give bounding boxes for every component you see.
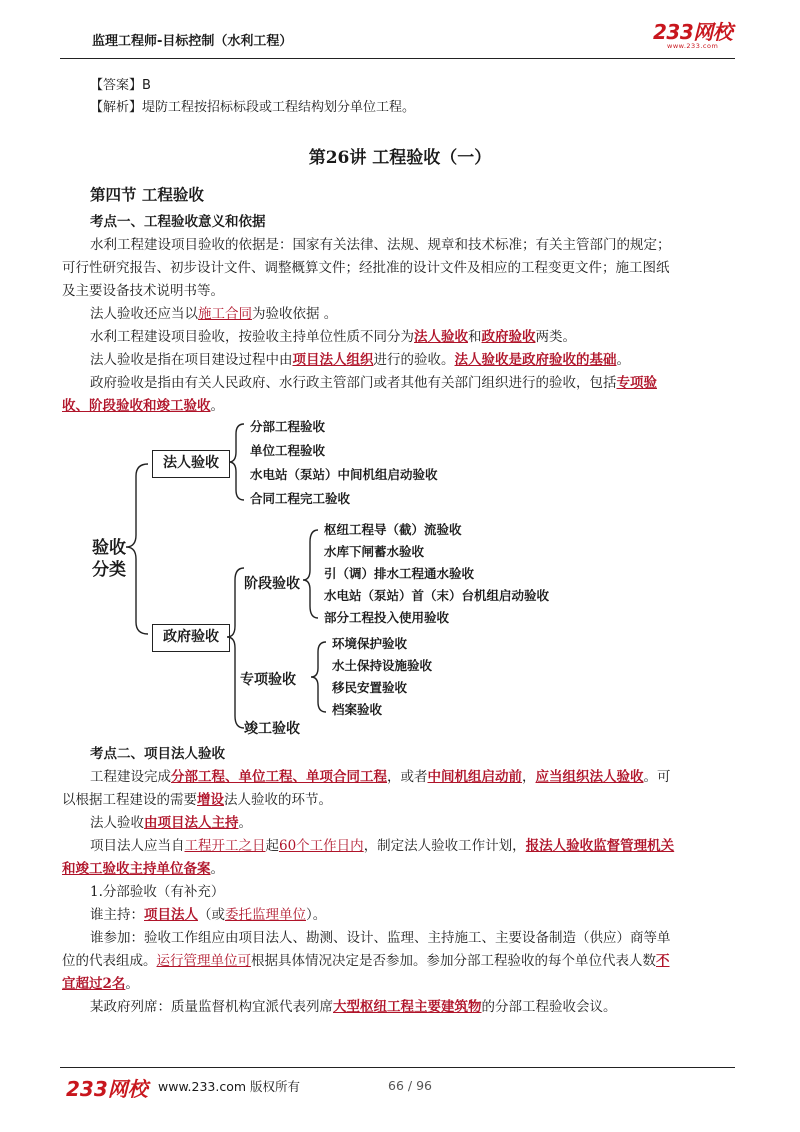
text-run: 为验收依据 。 [252, 306, 338, 322]
text-run: 。 [616, 352, 630, 368]
highlight: 委托监理单位 [225, 907, 306, 923]
paragraph [62, 973, 139, 996]
paragraph: 及主要设备技术说明书等。 [62, 283, 224, 299]
footer-rule [60, 1067, 735, 1068]
paragraph [90, 766, 671, 789]
highlight: 报法人验收监督管理机关 [525, 838, 675, 854]
text-run: 政府验收是指由有关人民政府、水行政主管部门或者其他有关部门组织进行的验收，包括 [90, 375, 617, 391]
paragraph [90, 835, 674, 858]
root-label-1: 验收 [92, 538, 126, 558]
diagram-leaf-item: 水土保持设施验收 [332, 658, 433, 673]
subheading: 1.分部验收（有补充） [90, 884, 225, 900]
text-run: ）。 [306, 907, 327, 923]
text-run: 。 [238, 815, 252, 831]
header-title: 监理工程师-目标控制（水利工程） [92, 34, 293, 49]
diagram-leaf-item: 单位工程验收 [250, 443, 326, 458]
text-run: 起 [265, 838, 279, 854]
diagram-leaf-item: 水电站（泵站）中间机组启动验收 [250, 467, 438, 482]
gov-acceptance-box: 政府验收 [152, 624, 230, 652]
text-run: 谁主持： [90, 907, 144, 923]
paragraph: 水利工程建设项目验收的依据是：国家有关法律、法规、规章和技术标准；有关主管部门的规定； [90, 237, 671, 253]
highlight: 法人验收是政府验收的基础 [454, 352, 617, 368]
text-run: 水利工程建设项目验收，按验收主持单位性质不同分为 [90, 329, 414, 345]
diagram-leaf-item: 分部工程验收 [250, 419, 326, 434]
highlight: 项目法人 [144, 907, 198, 923]
text-run: 。 [125, 976, 139, 992]
text-run: 的分部工程验收会议。 [481, 999, 617, 1015]
text-run: （或 [198, 907, 225, 923]
answer-line: 【答案】B [90, 78, 151, 93]
highlight: 宜超过2名 [62, 976, 126, 992]
text-run: 进行的验收。 [373, 352, 455, 368]
highlight: 不 [656, 953, 670, 969]
diagram-leaf-item: 环境保护验收 [332, 636, 408, 651]
highlight: 由项目法人主持 [144, 815, 239, 831]
point1-title: 考点一、工程验收意义和依据 [90, 214, 266, 230]
highlight: 和竣工验收主持单位备案 [62, 861, 211, 877]
highlight: 专项验 [616, 375, 657, 391]
paragraph [62, 858, 224, 881]
special-acceptance-label: 专项验收 [240, 672, 296, 688]
stage-acceptance-label: 阶段验收 [244, 576, 300, 592]
point2-title: 考点二、项目法人验收 [90, 746, 225, 762]
highlight: 工程开工之日 [184, 838, 266, 854]
text-run: 项目法人应当自 [90, 838, 185, 854]
diagram-leaf-item: 部分工程投入使用验收 [324, 610, 450, 625]
paragraph [62, 950, 670, 973]
paragraph [90, 996, 617, 1019]
chapter-heading: 第四节 工程验收 [90, 186, 204, 204]
final-acceptance-label: 竣工验收 [244, 721, 300, 737]
highlight: 分部工程、单位工程、单项合同工程 [171, 769, 387, 785]
analysis-line: 【解析】堤防工程按招标标段或工程结构划分单位工程。 [90, 100, 416, 115]
highlight: 大型枢纽工程主要建筑物 [333, 999, 482, 1015]
paragraph: 可行性研究报告、初步设计文件、调整概算文件；经批准的设计文件及相应的工程变更文件；施工图纸 [62, 260, 670, 276]
text-run: 位的代表组成。 [62, 953, 157, 969]
text-run: 。 [210, 398, 224, 414]
highlight: 收、阶段验收和竣工验收 [62, 398, 211, 414]
highlight: 项目法人组织 [292, 352, 374, 368]
text-run: 以根据工程建设的需要 [62, 792, 197, 808]
logo-url: www.233.com [667, 42, 719, 50]
text-run: 法人验收是指在项目建设过程中由 [90, 352, 293, 368]
text-run: 法人验收还应当以 [90, 306, 198, 322]
footer-logo: 233网校 [66, 1077, 148, 1101]
highlight: 运行管理单位可 [156, 953, 251, 969]
text-run: 某政府列席：质量监督机构宜派代表列席 [90, 999, 333, 1015]
diagram-leaf-item: 枢纽工程导（截）流验收 [324, 522, 462, 537]
text-run: ， [522, 769, 536, 785]
paragraph [90, 904, 326, 927]
highlight: 60个工作日内 [279, 838, 364, 854]
text-run: 法人验收的环节。 [224, 792, 332, 808]
highlight: 法人验收 [414, 329, 468, 345]
text-run: 法人验收 [90, 815, 144, 831]
paragraph [62, 789, 332, 812]
text-run: 根据具体情况决定是否参加。参加分部工程验收的每个单位代表人数 [251, 953, 656, 969]
page-number: 66 / 96 [388, 1078, 432, 1093]
highlight: 政府验收 [481, 329, 536, 345]
highlight: 中间机组启动前 [427, 769, 522, 785]
logo-text: 233网校 [653, 20, 733, 44]
text-run: 和 [468, 329, 482, 345]
diagram-leaf-item: 水库下闸蓄水验收 [324, 544, 425, 559]
text-run: 两类。 [535, 329, 576, 345]
text-run: ，或者 [387, 769, 428, 785]
diagram-leaf-item: 引（调）排水工程通水验收 [324, 566, 475, 581]
diagram-leaf-item: 水电站（泵站）首（末）台机组启动验收 [324, 588, 550, 603]
highlight: 增设 [197, 792, 224, 808]
text-run: 。 [210, 861, 224, 877]
root-label-2: 分类 [92, 560, 126, 580]
diagram-leaf-item: 档案验收 [332, 702, 383, 717]
diagram-leaf-item: 移民安置验收 [332, 680, 408, 695]
legal-acceptance-box: 法人验收 [152, 450, 230, 478]
section-title: 第26讲 工程验收（一） [308, 148, 492, 168]
footer-copyright: www.233.com 版权所有 [158, 1079, 300, 1094]
text-run: ，制定法人验收工作计划， [363, 838, 526, 854]
paragraph [90, 812, 252, 835]
paragraph: 谁参加：验收工作组应由项目法人、勘测、设计、监理、主持施工、主要设备制造（供应）商等单 [90, 930, 671, 946]
diagram-leaf-item: 合同工程完工验收 [250, 491, 351, 506]
text-run: 工程建设完成 [90, 769, 171, 785]
text-run: 。可 [643, 769, 671, 785]
highlight: 施工合同 [198, 306, 252, 322]
highlight: 应当组织法人验收 [535, 769, 644, 785]
